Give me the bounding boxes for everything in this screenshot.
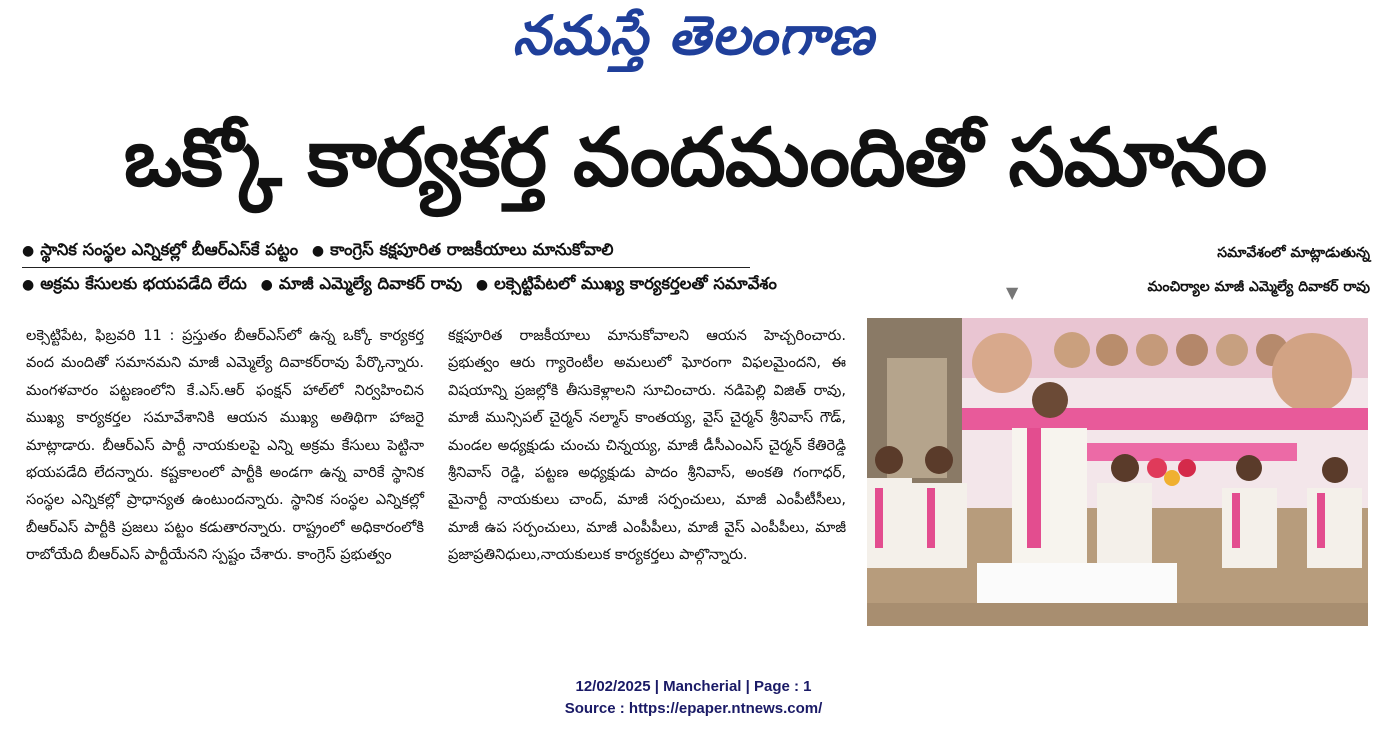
subhead-item: అక్రమ కేసులకు భయపడేది లేదు xyxy=(40,274,247,293)
bullet-icon: ● xyxy=(22,243,35,259)
page-footer xyxy=(0,676,1387,720)
subhead-item: స్థానిక సంస్థల ఎన్నికల్లో బీఆర్ఎస్‌కే పట్టం xyxy=(40,240,299,259)
subhead-item: లక్సెట్టిపేటలో ముఖ్య కార్యకర్తలతో సమావేశం xyxy=(494,274,777,293)
caption-line-1: సమావేశంలో మాట్లాడుతున్న xyxy=(1217,245,1370,261)
arrow-down-icon: ▼ xyxy=(1006,283,1019,302)
subhead-line-2 xyxy=(22,268,952,301)
caption-line-2: మంచిర్యాల మాజీ ఎమ్మెల్యే దివాకర్ రావు xyxy=(1147,279,1370,295)
article-headline: ఒక్కో కార్యకర్త వందమందితో సమానం xyxy=(123,111,1267,204)
bullet-icon: ● xyxy=(475,277,489,293)
bullet-icon: ● xyxy=(260,277,273,293)
photo-caption xyxy=(1000,236,1370,304)
meeting-photo xyxy=(867,318,1368,626)
subhead-line-1 xyxy=(22,234,750,268)
newspaper-masthead: నమస్తే తెలంగాణ xyxy=(512,4,875,67)
subheadlines xyxy=(22,234,952,301)
article-column-2 xyxy=(448,322,846,569)
bullet-icon: ● xyxy=(22,277,35,293)
article-column-1 xyxy=(26,322,424,569)
subhead-item: మాజీ ఎమ్మెల్యే దివాకర్ రావు xyxy=(278,274,463,293)
article-text: కక్షపూరిత రాజకీయాలు మానుకోవాలని ఆయన హెచ్చరించారు. ప్రభుత్వం ఆరు గ్యారెంటీల అమలులో ఘోరంగా విఫలమైందని, ఈ విషయాన్ని ప్రజల్లోకి తీసుకెళ్లాలని సూచించారు. నడిపెల్లి విజిత్ రావు, మాజీ మున్సిపల్ చైర్మన్ నల్మాస్ కాంతయ్య, వైస్ చైర్మన్ శ్రీనివాస్ గౌడ్, మండల అధ్యక్షుడు చుంచు చిన్నయ్య, మాజీ డీసీఎంఎస్ చైర్మన్ కేతిరెడ్డి శ్రీనివాస్ రెడ్డి, పట్టణ అధ్యక్షుడు పాదం శ్రీనివాస్, అంకతి గంగాధర్, మైనార్టీ నాయకులు చాంద్, మాజీ సర్పంచులు, మాజీ ఎంపీటీసీలు, మాజీ ఉప సర్పంచులు, మాజీ ఎంపీపీలు, మాజీ వైస్ ఎంపీపీలు, మాజీ ప్రజాప్రతినిధులు,నాయకులుక కార్యకర్తలు పాల్గొన్నారు. xyxy=(448,327,846,564)
article-text: లక్సెట్టిపేట, ఫిబ్రవరి 11 : ప్రస్తుతం బీఆర్ఎస్‌లో ఉన్న ఒక్కో కార్యకర్త వంద మందితో సమానమని మాజీ ఎమ్మెల్యే దివాకర్‌రావు పేర్కొన్నారు. మంగళవారం పట్టణంలోని కే.ఎస్.ఆర్ ఫంక్షన్ హాల్‌లో నిర్వహించిన ముఖ్య కార్యకర్తల సమావేశానికి ఆయన ముఖ్య అతిథిగా హాజరై మాట్లాడారు. బీఆర్ఎస్ పార్టీ నాయకులపై ఎన్ని అక్రమ కేసులు పెట్టినా భయపడేది లేదన్నారు. కష్టకాలంలో పార్టీకి అండగా ఉన్న వారికే స్థానిక సంస్థల ఎన్నికల్లో ప్రాధాన్యత ఉంటుందన్నారు. స్థానిక సంస్థల ఎన్నికల్లో బీఆర్ఎస్ పార్టీకి ప్రజలు పట్టం కడుతారన్నారు. రాష్ట్రంలో అధికారంలోకి రాబోయేది బీఆర్ఎస్ పార్టీయేనని స్పష్టం చేశారు. కాంగ్రెస్ ప్రభుత్వం xyxy=(26,327,424,564)
bullet-icon: ● xyxy=(311,243,325,259)
footer-source-link[interactable]: Source : https://epaper.ntnews.com/ xyxy=(564,700,823,717)
footer-date-edition: 12/02/2025 | Mancherial | Page : 1 xyxy=(575,678,812,695)
subhead-item: కాంగ్రెస్ కక్షపూరిత రాజకీయాలు మానుకోవాలి xyxy=(330,240,614,259)
